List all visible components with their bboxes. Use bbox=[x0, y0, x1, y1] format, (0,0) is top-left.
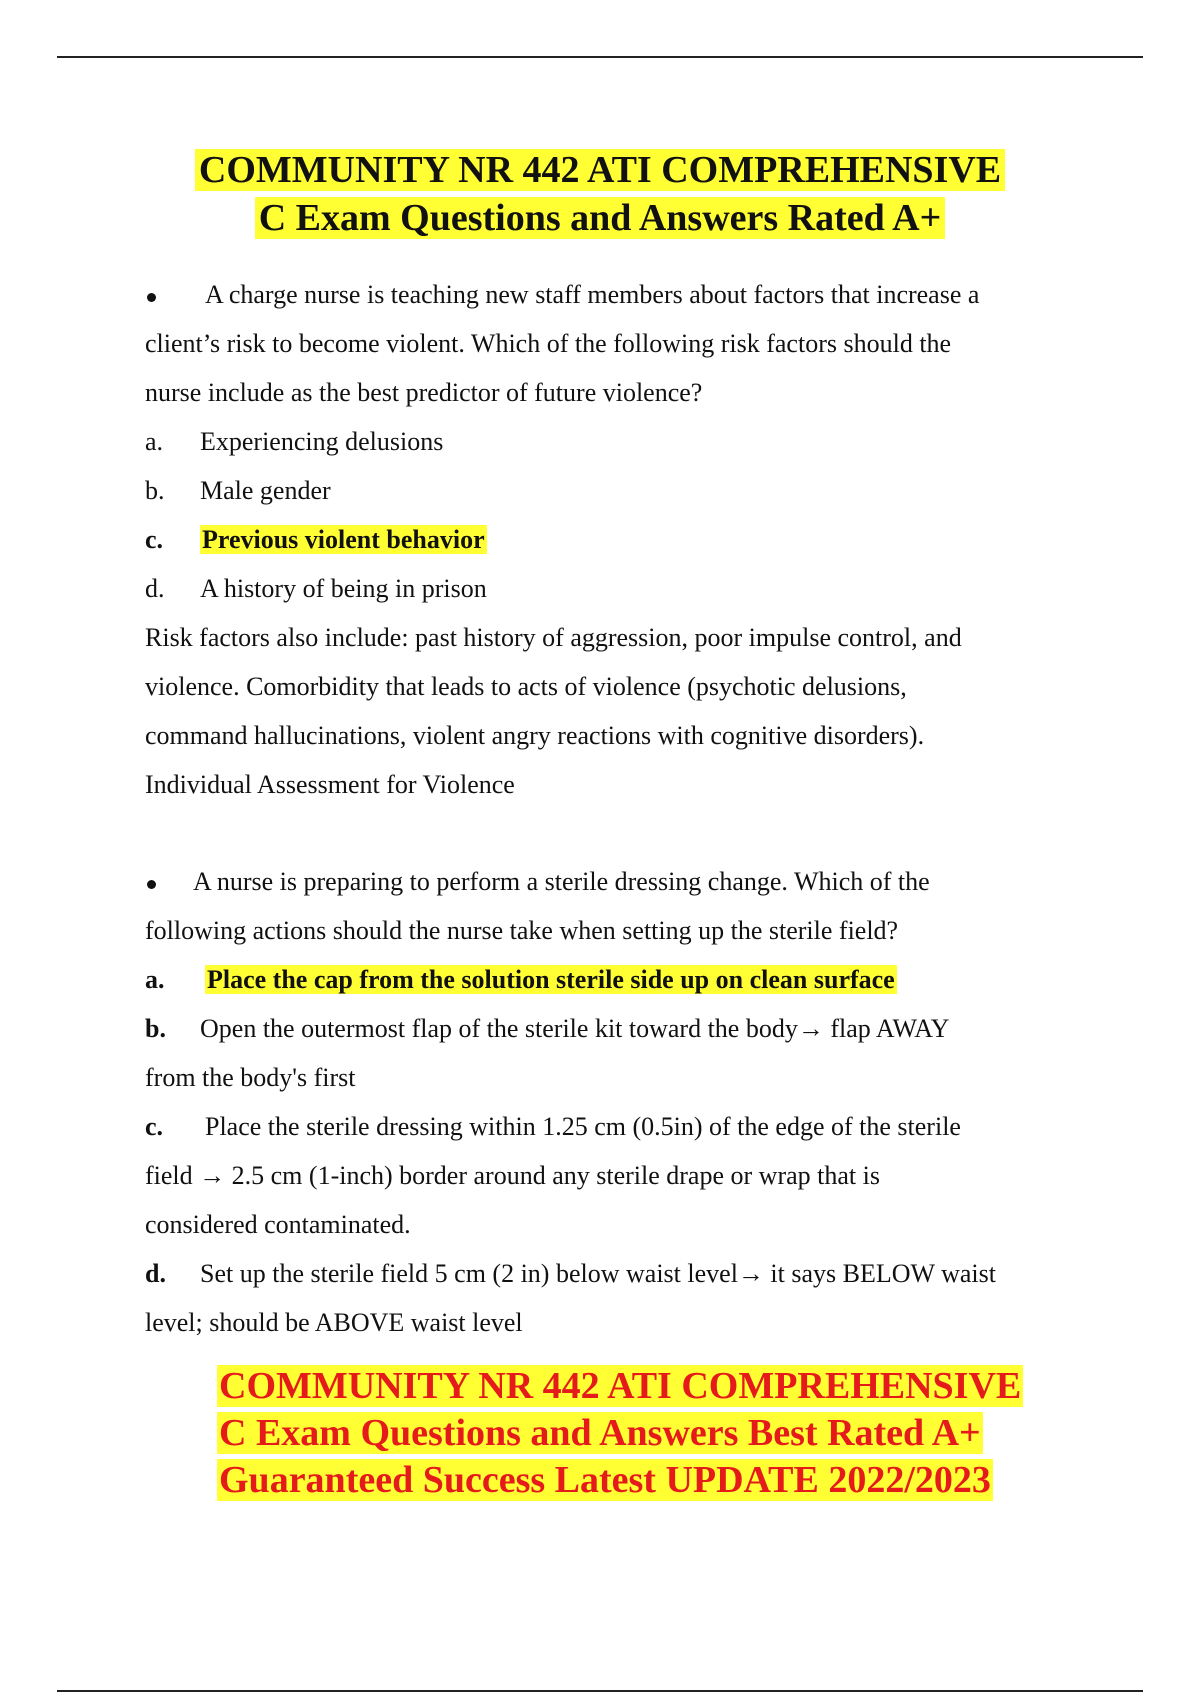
option-letter: b. bbox=[145, 476, 165, 505]
option-letter: a. bbox=[145, 965, 165, 994]
option-text: Open the outermost flap of the sterile kit toward the body→ flap AWAY bbox=[200, 1014, 950, 1043]
q2-option-c-line-2: field → 2.5 cm (1-inch) border around any sterile drape or wrap that is bbox=[145, 1161, 880, 1190]
option-letter: b. bbox=[145, 1014, 166, 1043]
promo-line-2: C Exam Questions and Answers Best Rated A+ bbox=[219, 1412, 981, 1454]
option-letter: c. bbox=[145, 1112, 164, 1141]
q1-option-b bbox=[145, 466, 1075, 515]
option-letter: d. bbox=[145, 1259, 166, 1288]
q1-option-d bbox=[145, 564, 1075, 613]
title-line-1: COMMUNITY NR 442 ATI COMPREHENSIVE bbox=[195, 149, 1005, 191]
title-line-2: C Exam Questions and Answers Rated A+ bbox=[255, 197, 946, 239]
q1-stem-line-2: client’s risk to become violent. Which of the following risk factors should the bbox=[145, 329, 952, 358]
q2-stem-line-1: A nurse is preparing to perform a sterile dressing change. Which of the bbox=[145, 857, 1075, 906]
q1-rationale-line-1: Risk factors also include: past history of aggression, poor impulse control, and bbox=[145, 623, 962, 652]
q2-option-c-line-3: considered contaminated. bbox=[145, 1210, 411, 1239]
option-text: Male gender bbox=[200, 476, 331, 505]
q2-option-b-line-2: from the body's first bbox=[145, 1063, 356, 1092]
q2-option-b-line-1 bbox=[145, 1004, 1075, 1053]
q2-option-c-line-1 bbox=[145, 1102, 1075, 1151]
promo-line-3: Guaranteed Success Latest UPDATE 2022/2023 bbox=[219, 1459, 991, 1501]
option-letter: d. bbox=[145, 574, 165, 603]
q1-rationale-line-3: command hallucinations, violent angry reactions with cognitive disorders). bbox=[145, 721, 925, 750]
option-text: Place the sterile dressing within 1.25 cm (0.5in) of the edge of the sterile bbox=[205, 1112, 961, 1141]
option-letter: a. bbox=[145, 427, 164, 456]
promo-line-1: COMMUNITY NR 442 ATI COMPREHENSIVE bbox=[219, 1365, 1022, 1407]
q1-option-c-correct bbox=[145, 515, 1075, 564]
q2-stem-line-2: following actions should the nurse take when setting up the sterile field? bbox=[145, 916, 899, 945]
section-gap bbox=[145, 809, 1075, 857]
document-body bbox=[145, 270, 1075, 1347]
bullet-icon bbox=[145, 857, 193, 906]
correct-answer-text: Previous violent behavior bbox=[202, 525, 485, 554]
option-text: Experiencing delusions bbox=[200, 427, 444, 456]
top-rule bbox=[57, 56, 1143, 58]
q2-option-d-line-2: level; should be ABOVE waist level bbox=[145, 1308, 523, 1337]
bullet-icon bbox=[145, 270, 205, 319]
correct-answer-text: Place the cap from the solution sterile side up on clean surface bbox=[207, 965, 895, 994]
option-letter: c. bbox=[145, 525, 164, 554]
option-text: Set up the sterile field 5 cm (2 in) below waist level→ it says BELOW waist bbox=[200, 1259, 996, 1288]
q2-option-d-line-1 bbox=[145, 1249, 1075, 1298]
promo-banner bbox=[217, 1363, 1023, 1504]
q1-rationale-line-2: violence. Comorbidity that leads to acts of violence (psychotic delusions, bbox=[145, 672, 907, 701]
q1-rationale-line-4: Individual Assessment for Violence bbox=[145, 770, 515, 799]
document-title bbox=[0, 146, 1200, 242]
q1-stem-line-3: nurse include as the best predictor of future violence? bbox=[145, 378, 703, 407]
q2-option-a-correct bbox=[145, 955, 1075, 1004]
bottom-rule bbox=[57, 1690, 1143, 1692]
q1-option-a bbox=[145, 417, 1075, 466]
q1-stem-line-1: A charge nurse is teaching new staff members about factors that increase a bbox=[145, 270, 1075, 319]
option-text: A history of being in prison bbox=[200, 574, 487, 603]
